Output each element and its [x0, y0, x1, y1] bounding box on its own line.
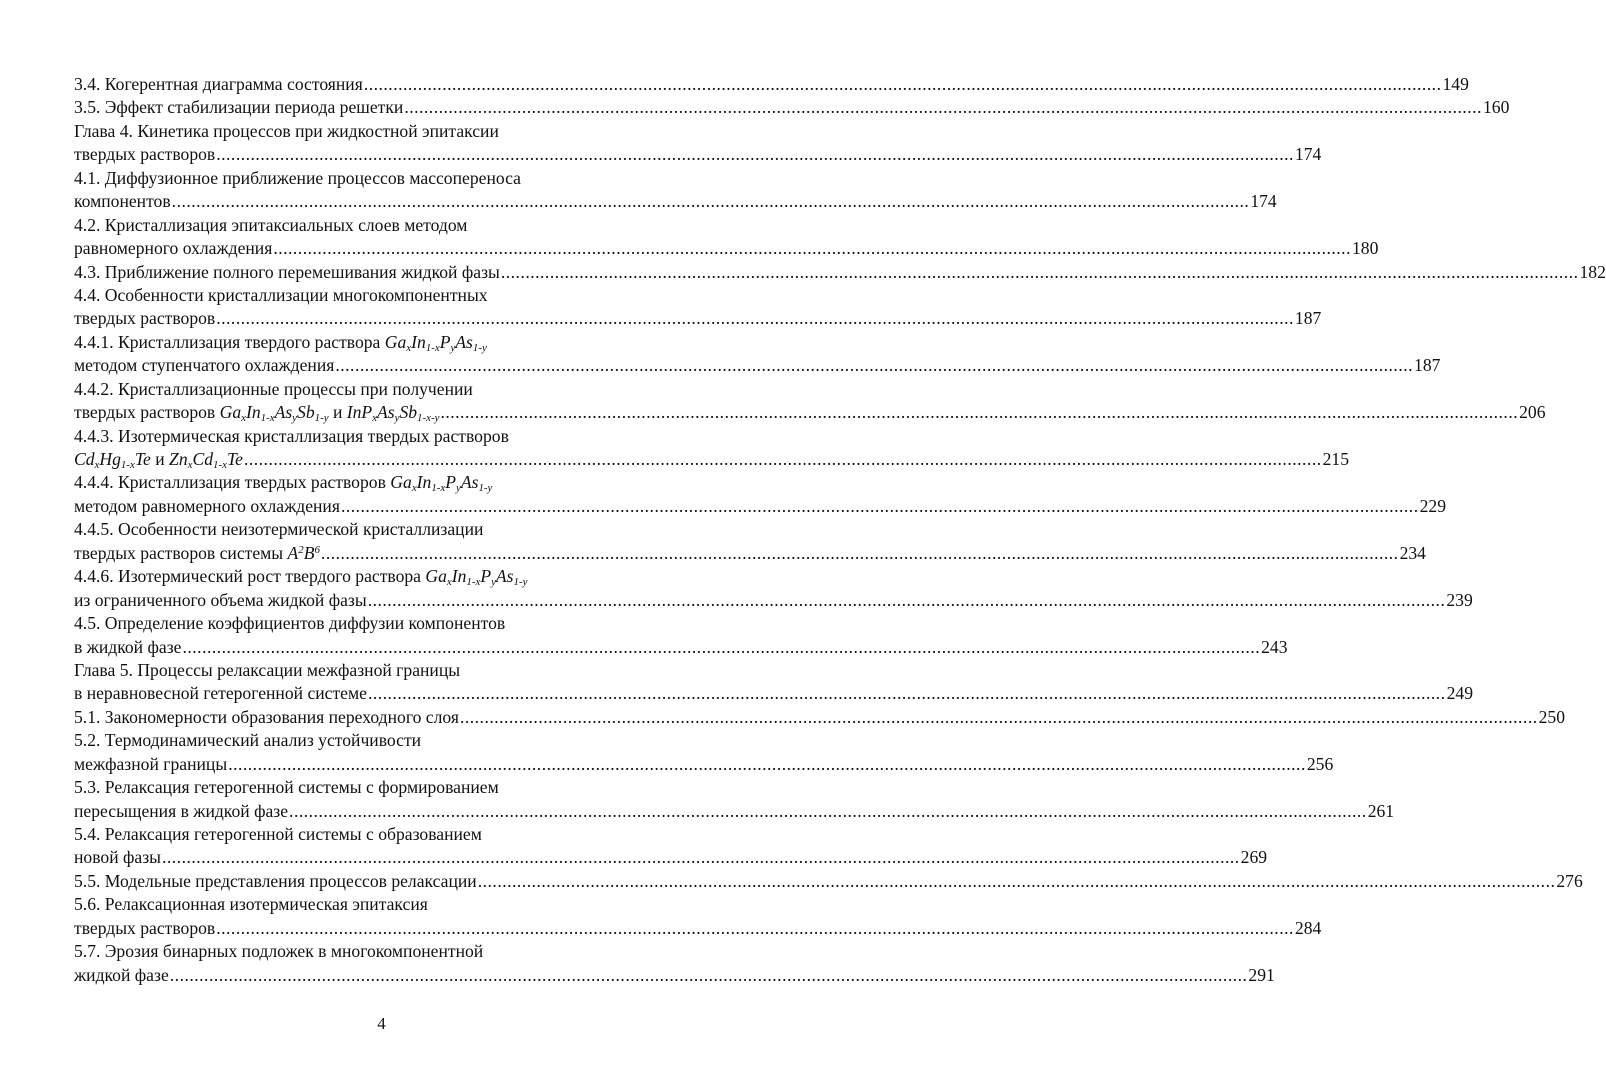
toc-entry-title-line: 4.4.4. Кристаллизация твердых растворов $Ga_xIn_{1-x}P_yAs_{1-y}$ — [74, 472, 493, 495]
toc-entry-title-line: 5.4. Релаксация гетерогенной системы с образованием — [74, 824, 482, 844]
toc-entry-title: жидкой фазе — [74, 964, 169, 985]
toc-entry-title: 4.3. Приближение полного перемешивания жидкой фазы — [74, 261, 500, 282]
dot-leader: ............................................................................................................................................................................................................................ — [171, 191, 1250, 212]
toc-entry — [74, 120, 1322, 167]
toc-entry-page: 261 — [1367, 800, 1395, 821]
toc-entry — [74, 214, 1379, 261]
dot-leader: ............................................................................................................................................................................................................................ — [216, 144, 1294, 165]
toc-entry-title: новой фазы — [74, 847, 161, 868]
dot-leader: ............................................................................................................................................................................................................................ — [363, 74, 1442, 94]
toc-entry — [74, 261, 1606, 284]
toc-entry-title: методом равномерного охлаждения — [74, 495, 340, 516]
toc-entry-page: 182 — [1579, 261, 1606, 282]
toc-entry-title-line: Глава 5. Процессы релаксации межфазной границы — [74, 659, 461, 680]
toc-entry — [74, 518, 1426, 565]
toc-entry-title-line: 4.5. Определение коэффициентов диффузии компонентов — [74, 613, 506, 634]
toc-entry-title: твердых растворов — [74, 917, 216, 938]
toc-entry-title-line: 4.2. Кристаллизация эпитаксиальных слоев методом — [74, 214, 468, 235]
toc-entry-page: 206 — [1519, 402, 1546, 423]
toc-entry-page: 234 — [1399, 542, 1426, 563]
toc-entry — [74, 940, 1275, 987]
dot-leader: ............................................................................................................................................................................................................................ — [459, 706, 1538, 727]
toc-entry — [74, 471, 1446, 518]
toc-entry-page: 249 — [1446, 683, 1473, 704]
dot-leader: ............................................................................................................................................................................................................................ — [500, 261, 1579, 282]
toc-entry-title-line: 4.4.2. Кристаллизационные процессы при получении — [74, 378, 473, 399]
toc-entry-page: 149 — [1442, 74, 1469, 94]
toc-entry-page: 187 — [1294, 308, 1322, 329]
toc-entry-page: 215 — [1322, 449, 1349, 469]
dot-leader: ............................................................................................................................................................................................................................ — [404, 97, 1482, 118]
toc-entry-title-line: 4.4.5. Особенности неизотермической кристаллизации — [74, 519, 484, 540]
toc-entry-page: 174 — [1294, 144, 1322, 165]
toc-entry-title-line: 4.4.1. Кристаллизация твердого раствора $Ga_xIn_{1-x}P_yAs_{1-y}$ — [74, 331, 487, 354]
dot-leader: ............................................................................................................................................................................................................................ — [367, 683, 1446, 704]
toc-entry-page: 284 — [1294, 917, 1322, 938]
toc-entry — [74, 823, 1268, 870]
dot-leader: ............................................................................................................................................................................................................................ — [216, 917, 1294, 938]
dot-leader: ............................................................................................................................................................................................................................ — [340, 495, 1419, 516]
toc-entry — [74, 870, 1583, 893]
toc-entry-title-line: Глава 4. Кинетика процессов при жидкостной эпитаксии — [74, 120, 499, 141]
toc-entry — [74, 729, 1334, 776]
toc-entry-title: компонентов — [74, 191, 171, 212]
toc-entry-title-line: 5.2. Термодинамический анализ устойчивости — [74, 730, 422, 751]
toc-entry — [74, 378, 1546, 425]
dot-leader: ............................................................................................................................................................................................................................ — [216, 308, 1294, 329]
toc-entry-title-line: 4.4.3. Изотермическая кристаллизация твердых растворов — [74, 425, 509, 446]
toc-entry-title: твердых растворов — [74, 144, 216, 165]
dot-leader: ............................................................................................................................................................................................................................ — [182, 636, 1261, 657]
dot-leader: ............................................................................................................................................................................................................................ — [477, 870, 1556, 891]
toc-entry-title: твердых растворов — [74, 308, 216, 329]
table-of-contents — [74, 73, 1606, 987]
toc-entry-page: 239 — [1446, 589, 1473, 610]
dot-leader: ............................................................................................................................................................................................................................ — [243, 449, 1322, 469]
dot-leader: ............................................................................................................................................................................................................................ — [169, 964, 1248, 985]
toc-entry-title: твердых растворов $Ga_xIn_{1-x}As_ySb_{1-y}$ и $InP_xAs_ySb_{1-x-y}$ — [74, 402, 440, 425]
toc-entry-title: из ограниченного объема жидкой фазы — [74, 589, 367, 610]
toc-entry-page: 291 — [1248, 964, 1275, 985]
dot-leader: ............................................................................................................................................................................................................................ — [320, 542, 1399, 563]
toc-entry-title: твердых растворов системы $A^2B^6$ — [74, 542, 320, 563]
toc-entry-title-line: 5.7. Эрозия бинарных подложек в многокомпонентной — [74, 941, 484, 962]
toc-entry — [74, 284, 1322, 331]
toc-entry — [74, 893, 1322, 940]
toc-entry-title: 5.1. Закономерности образования переходного слоя — [74, 706, 459, 727]
toc-entry-title: равномерного охлаждения — [74, 238, 273, 259]
toc-entry-page: 269 — [1240, 847, 1268, 868]
toc-entry-title: методом ступенчатого охлаждения — [74, 355, 335, 376]
toc-entry — [74, 565, 1473, 612]
dot-leader: ............................................................................................................................................................................................................................ — [289, 800, 1367, 821]
toc-entry-title: межфазной границы — [74, 753, 228, 774]
toc-entry — [74, 706, 1565, 729]
dot-leader: ............................................................................................................................................................................................................................ — [367, 589, 1446, 610]
toc-entry-page: 187 — [1414, 355, 1441, 376]
toc-entry-page: 276 — [1556, 870, 1583, 891]
toc-entry-page: 229 — [1419, 495, 1446, 516]
dot-leader: ............................................................................................................................................................................................................................ — [162, 847, 1240, 868]
toc-entry — [74, 425, 1349, 472]
page-number: 4 — [377, 1014, 386, 1033]
toc-entry-page: 160 — [1482, 97, 1510, 118]
toc-entry-title: $Cd_xHg_{1-x}Te$ и $Zn_xCd_{1-x}Te$ — [74, 449, 243, 472]
toc-entry-title-line: 4.1. Диффузионное приближение процессов массопереноса — [74, 167, 521, 188]
toc-entry-page: 256 — [1306, 753, 1334, 774]
toc-entry-title: 3.5. Эффект стабилизации периода решетки — [74, 97, 404, 118]
toc-entry — [74, 776, 1395, 823]
toc-entry-title-line: 4.4.6. Изотермический рост твердого раствора $Ga_xIn_{1-x}P_yAs_{1-y}$ — [74, 566, 528, 589]
toc-entry-page: 180 — [1351, 238, 1379, 259]
toc-entry-title: в жидкой фазе — [74, 636, 182, 657]
dot-leader: ............................................................................................................................................................................................................................ — [273, 238, 1351, 259]
toc-entry-title-line: 4.4. Особенности кристаллизации многокомпонентных — [74, 284, 488, 305]
toc-entry — [74, 331, 1441, 378]
dot-leader: ............................................................................................................................................................................................................................ — [440, 402, 1519, 423]
toc-entry-title-line: 5.3. Релаксация гетерогенной системы с формированием — [74, 777, 499, 798]
dot-leader: ............................................................................................................................................................................................................................ — [335, 355, 1414, 376]
toc-entry-title: пересыщения в жидкой фазе — [74, 800, 289, 821]
toc-entry — [74, 167, 1277, 214]
toc-entry-title: 3.4. Когерентная диаграмма состояния — [74, 74, 363, 94]
toc-entry — [74, 96, 1510, 119]
toc-entry-page: 174 — [1250, 191, 1277, 212]
dot-leader: ............................................................................................................................................................................................................................ — [228, 753, 1306, 774]
toc-entry — [74, 659, 1473, 706]
toc-entry-page: 250 — [1538, 706, 1565, 727]
toc-entry-title-line: 5.6. Релаксационная изотермическая эпитаксия — [74, 894, 428, 915]
toc-entry — [74, 612, 1288, 659]
toc-entry-title: в неравновесной гетерогенной системе — [74, 683, 367, 704]
toc-entry-title: 5.5. Модельные представления процессов релаксации — [74, 870, 477, 891]
toc-entry — [74, 73, 1469, 96]
toc-entry-page: 243 — [1261, 636, 1288, 657]
